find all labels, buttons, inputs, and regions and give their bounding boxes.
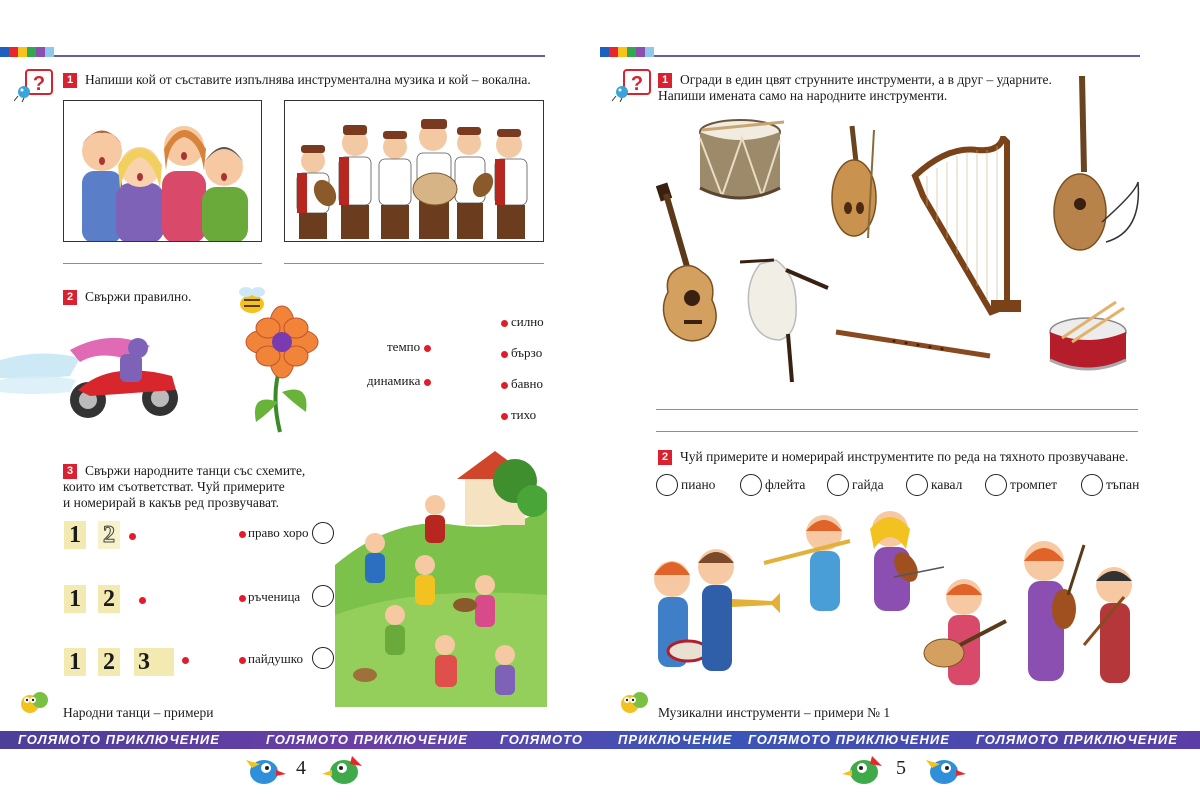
series-title: ГОЛЯМОТО ПРИКЛЮЧЕНИЕ [18,732,220,747]
series-title-band [0,731,1200,749]
match-dot[interactable] [501,351,508,358]
task-instruction: Напиши кой от съставите изпълнява инструментална музика и кой – вокална. [85,72,531,87]
task-number: 2 [658,450,672,465]
rhythm-scheme-digit: 3 [134,648,174,676]
right-page [600,0,1200,807]
microphone-bug-icon [618,688,650,718]
motorbike-picture [0,320,190,420]
dance-name: ръченица [248,589,301,604]
match-dot[interactable] [424,379,431,386]
match-dot[interactable] [424,345,431,352]
order-circle-kaval[interactable] [906,474,928,496]
match-dot[interactable] [501,413,508,420]
header-rule [600,47,1140,59]
answer-line[interactable] [656,409,1138,410]
gadulka-picture [822,122,882,244]
header-rule [0,47,545,59]
order-circle-trumpet[interactable] [985,474,1007,496]
gaida-picture [740,244,830,384]
task-instruction-line: Напиши имената само на народните инструменти. [658,88,948,103]
order-circle-piano[interactable] [656,474,678,496]
order-circle-flute[interactable] [740,474,762,496]
series-title: ГОЛЯМОТО ПРИКЛЮЧЕНИЕ [266,732,468,747]
guitar-picture [654,180,724,350]
task-instruction: Чуй примерите и номерирай инструментите по реда на тяхното прозвучаване. [680,449,1129,464]
bird-icon [322,752,366,786]
task-instruction-line: Свържи народните танци със схемите, [85,463,306,478]
task-number: 1 [63,73,77,88]
rhythm-scheme-digit: 1 [64,521,86,549]
order-circle[interactable] [312,647,334,669]
match-dot[interactable] [501,320,508,327]
task-instruction-line: Огради в един цвят струнните инструменти, а в друг – ударните. [680,72,1052,87]
answer-line[interactable] [63,263,262,264]
dance-name: право хоро [248,525,309,540]
series-title: ГОЛЯМОТО [500,732,583,747]
bird-icon [842,752,886,786]
vocal-group-picture [63,100,262,242]
series-title: ПРИКЛЮЧЕНИЕ [618,732,733,747]
order-circle-gaida[interactable] [827,474,849,496]
page-number: 4 [296,757,306,779]
instrument-option: тромпет [1010,477,1057,492]
dance-name: пайдушко [248,651,303,666]
word-dynamics: динамика [367,373,421,388]
match-dot[interactable] [239,657,246,664]
color-swatches [600,47,654,57]
bug-question-icon [14,68,54,102]
task-number: 3 [63,464,77,479]
match-dot[interactable] [239,531,246,538]
bug-question-icon [612,68,652,102]
series-title: ГОЛЯМОТО ПРИКЛЮЧЕНИЕ [976,732,1178,747]
children-musicians-picture [644,505,1140,695]
svg-text:?: ? [32,73,46,95]
word-slow: бавно [511,376,543,391]
series-title: ГОЛЯМОТО ПРИКЛЮЧЕНИЕ [748,732,950,747]
instrument-option: гайда [852,477,884,492]
microphone-bug-icon [18,688,50,718]
bee-icon [230,282,330,442]
tambura-picture [1050,72,1145,254]
instrument-option: кавал [931,477,963,492]
kaval-picture [834,324,994,364]
folk-dance-picture [335,445,547,707]
instrument-option: флейта [765,477,806,492]
snare-drum-picture [1044,298,1134,380]
word-tempo: темпо [387,339,421,354]
instrument-option: тъпан [1106,477,1140,492]
word-strong: силно [511,314,544,329]
word-quiet: тихо [511,407,537,422]
color-swatches [0,47,54,57]
task-instruction-line: и номерирай в какъв ред прозвучават. [63,495,279,510]
rhythm-scheme-digit: 2 [98,521,120,549]
bird-icon [922,752,966,786]
audio-examples-label: Музикални инструменти – примери № 1 [658,705,891,720]
rhythm-scheme-digit: 1 [64,585,86,613]
harp-picture [907,136,1027,316]
word-fast: бързо [511,345,543,360]
rhythm-scheme-digit: 1 [64,648,86,676]
audio-examples-label: Народни танци – примери [63,705,214,720]
match-dot[interactable] [501,382,508,389]
answer-line[interactable] [284,263,544,264]
rhythm-scheme-digit: 2 [98,648,120,676]
answer-line[interactable] [656,431,1138,432]
match-dot[interactable] [182,657,189,664]
task-instruction-line: които им съответстват. Чуй примерите [63,479,285,494]
folk-orchestra-picture [284,100,544,242]
task-number: 2 [63,290,77,305]
task-number: 1 [658,73,672,88]
bird-icon [242,752,286,786]
match-dot[interactable] [139,597,146,604]
task-instruction: Свържи правилно. [85,289,192,304]
order-circle-tapan[interactable] [1081,474,1103,496]
order-circle[interactable] [312,522,334,544]
page-number: 5 [896,757,906,779]
order-circle[interactable] [312,585,334,607]
match-dot[interactable] [239,595,246,602]
svg-text:?: ? [630,73,644,95]
rhythm-scheme-digit: 2 [98,585,120,613]
instrument-option: пиано [681,477,716,492]
match-dot[interactable] [129,533,136,540]
